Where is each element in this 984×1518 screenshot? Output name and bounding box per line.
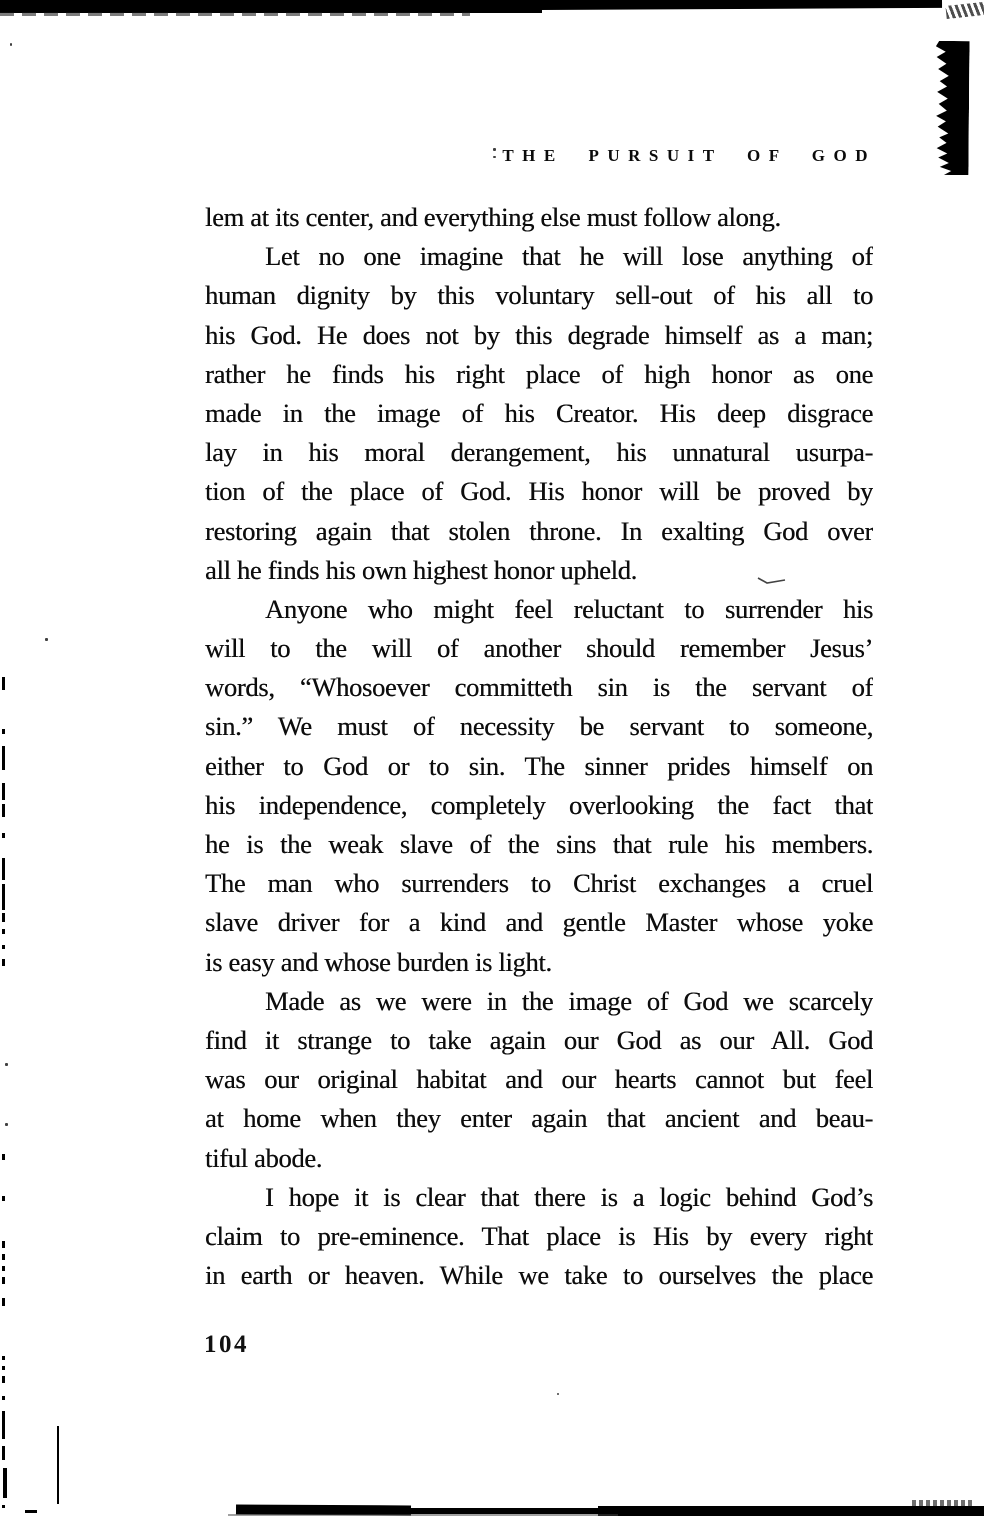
text-line-2: Let no one imagine that he will lose anything of — [265, 241, 873, 272]
text-line-18: The man who surrenders to Christ exchanges a cruel — [205, 868, 873, 899]
scan-dot — [5, 1123, 8, 1126]
scan-edge-mark — [2, 1298, 5, 1306]
text-line-1: lem at its center, and everything else must follow along. — [205, 202, 781, 232]
stray-pen-mark — [757, 575, 789, 587]
scan-edge-mark — [2, 1277, 5, 1284]
scan-edge-mark — [2, 959, 5, 966]
scan-bar-bottom-3 — [598, 1506, 984, 1516]
scan-edge-mark — [2, 1366, 5, 1370]
scan-edge-mark — [2, 1254, 5, 1260]
text-line-26: I hope it is clear that there is a logic behind God’s — [265, 1181, 873, 1212]
scan-bar-bottom-fuzz — [228, 1514, 618, 1516]
scan-edge-mark — [2, 1266, 5, 1271]
scan-edge-mark — [2, 1356, 5, 1360]
text-line-3: human dignity by this voluntary sell-out of his all to — [205, 280, 873, 311]
text-line-16: his independence, completely overlooking the fact that — [205, 789, 873, 820]
scan-edge-mark — [57, 1426, 59, 1504]
scan-edge-mark — [2, 1446, 5, 1460]
scan-edge-mark — [2, 858, 5, 880]
scan-edge-mark — [2, 1505, 5, 1508]
scan-edge-mark — [2, 945, 5, 949]
text-line-28: in earth or heaven. While we take to ourselves the place — [205, 1260, 873, 1291]
scan-edge-mark — [2, 884, 5, 910]
text-line-6: made in the image of his Creator. His deep disgrace — [205, 397, 873, 428]
text-line-8: tion of the place of God. His honor will be proved by — [205, 476, 873, 507]
scan-speck-bottom-right — [912, 1500, 974, 1506]
scan-bar-top-fuzz — [0, 12, 470, 16]
text-line-17: he is the weak slave of the sins that rule his members. — [205, 829, 873, 859]
page-number: 104 — [204, 1331, 249, 1358]
scan-edge-mark — [2, 1396, 5, 1400]
text-line-13: words, “Whosoever committeth sin is the servant of — [205, 672, 873, 703]
scan-edge-mark — [25, 1510, 37, 1513]
text-line-20: is easy and whose burden is light. — [205, 946, 552, 977]
text-line-4: his God. He does not by this degrade himself as a man; — [205, 319, 873, 350]
text-line-7: lay in his moral derangement, his unnatural usurpa- — [205, 437, 873, 468]
scan-bar-top-right — [540, 0, 942, 10]
scan-edge-mark — [2, 729, 5, 734]
text-line-23: was our original habitat and our hearts cannot but feel — [205, 1064, 873, 1095]
text-line-25: tiful abode. — [205, 1142, 323, 1173]
scan-edge-mark — [2, 1196, 5, 1201]
scan-speck-top-right — [945, 2, 984, 19]
scan-dot — [10, 43, 12, 46]
text-line-5: rather he finds his right place of high honor as one — [205, 358, 873, 389]
scan-blob-right-margin — [927, 41, 969, 175]
text-line-12: will to the will of another should remember Jesus’ — [205, 633, 873, 664]
scan-edge-mark — [2, 746, 5, 770]
scan-edge-mark — [2, 913, 5, 922]
text-line-27: claim to pre-eminence. That place is His by every right — [205, 1220, 873, 1251]
running-head-title: THE PURSUIT OF GOD — [502, 146, 876, 165]
text-line-21: Made as we were in the image of God we scarcely — [265, 985, 873, 1016]
text-line-15: either to God or to sin. The sinner prides himself on — [205, 750, 873, 781]
scan-edge-mark — [2, 1376, 5, 1383]
text-line-19: slave driver for a kind and gentle Master whose yoke — [205, 907, 873, 938]
body-text — [205, 198, 873, 1295]
scan-edge-mark — [2, 833, 5, 838]
scan-edge-mark — [2, 1241, 5, 1248]
scan-dot — [493, 148, 496, 151]
scan-dot — [5, 1063, 8, 1066]
scan-edge-mark — [2, 1411, 5, 1439]
scan-edge-mark — [2, 804, 5, 817]
scan-dot — [45, 638, 48, 641]
scan-edge-mark — [3, 1468, 7, 1498]
scan-edge-mark — [2, 1154, 5, 1160]
text-line-10: all he finds his own highest honor upheld. — [205, 554, 637, 585]
scan-edge-mark — [2, 929, 5, 934]
text-line-22: find it strange to take again our God as our All. God — [205, 1024, 873, 1055]
text-line-14: sin.” We must of necessity be servant to someone, — [205, 711, 873, 742]
scan-edge-mark — [2, 783, 5, 800]
text-line-9: restoring again that stolen throne. In exalting God over — [205, 515, 873, 546]
text-line-11: Anyone who might feel reluctant to surrender his — [265, 593, 873, 624]
scan-dot — [493, 156, 496, 158]
scan-dot — [557, 1393, 559, 1395]
scan-edge-mark — [2, 677, 5, 690]
text-line-24: at home when they enter again that ancient and beau- — [205, 1103, 873, 1134]
